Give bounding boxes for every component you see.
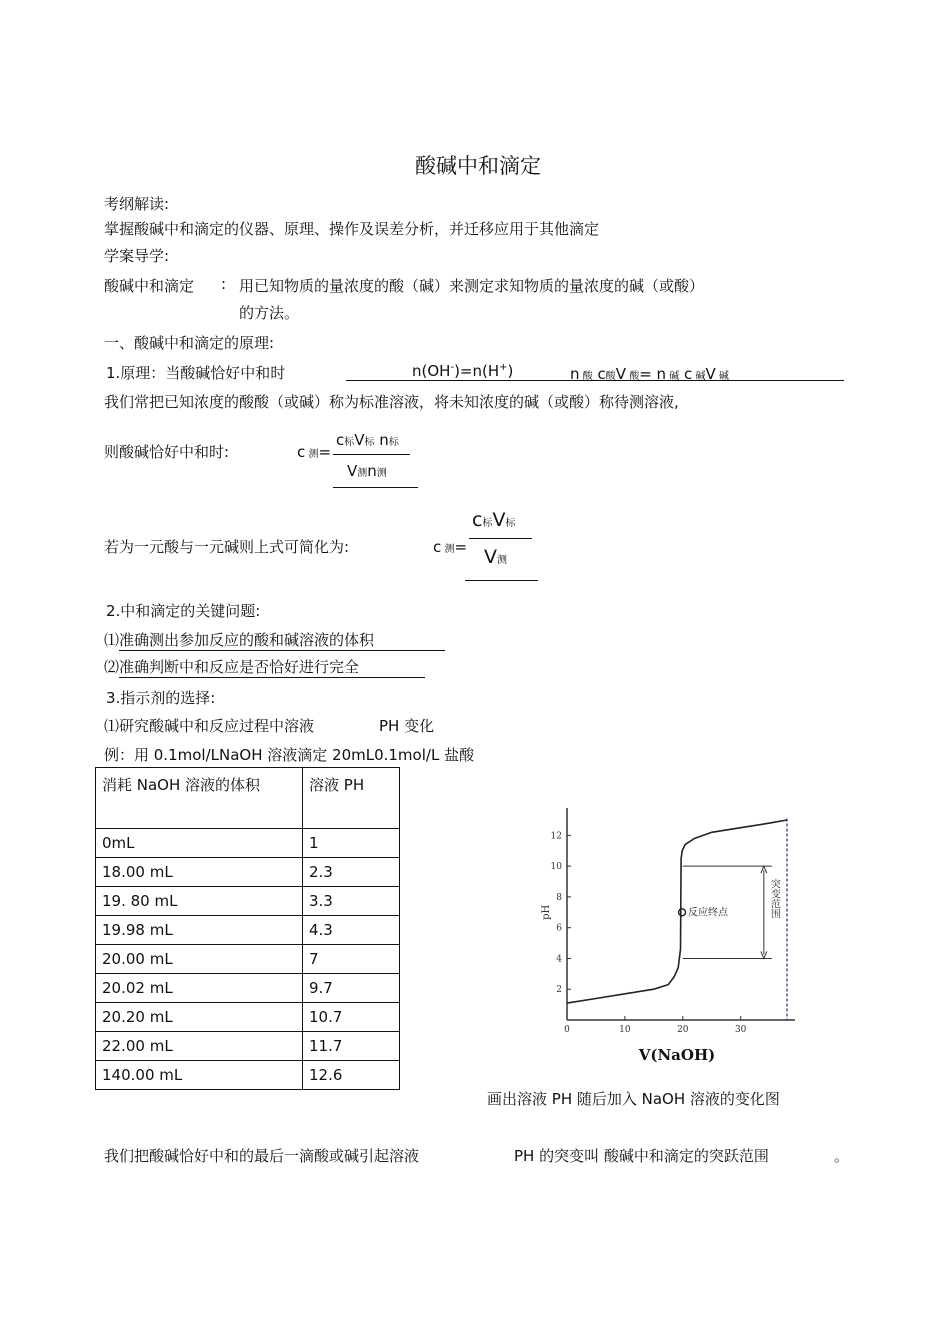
definition-colon: : [221,275,227,293]
x-tick-label: 0 [564,1025,570,1035]
table-cell-volume: 0mL [96,829,303,858]
formula1-underline [333,487,418,488]
table-row [96,1003,400,1032]
table-cell-ph: 7 [303,945,400,974]
x-axis-label: V(NaOH) [638,1046,716,1064]
standard-solution-text: 我们常把已知浓度的酸酸（或碱）称为标准溶液，将未知浓度的碱（或酸）称待测溶液, [104,393,679,411]
y-tick-label: 2 [556,985,562,996]
formula1-lhs: c 测= [297,443,332,461]
section3-heading: 3.指示剂的选择: [106,689,216,707]
table-row [96,1061,400,1090]
definition-text-end: 的方法。 [239,304,300,322]
key-issue-2: ⑵准确判断中和反应是否恰好进行完全 [104,656,425,678]
page-title: 酸碱中和滴定 [415,154,541,178]
equation-moles: n(OH-)=n(H+) [412,362,514,380]
y-tick-label: 10 [550,862,562,873]
table-row [96,887,400,916]
ph-change-text: PH 变化 [379,717,435,735]
y-tick-label: 6 [556,923,562,934]
table-row [96,945,400,974]
formula2-underline [465,580,538,581]
section2-heading: 2.中和滴定的关键问题: [106,602,261,620]
end-point-marker [679,909,686,916]
y-tick-label: 8 [556,892,562,903]
chart-caption: 画出溶液 PH 随后加入 NaOH 溶液的变化图 [487,1090,780,1108]
table-cell-volume: 20.02 mL [96,974,303,1003]
formula2-numerator: c标V标 [472,509,516,531]
general-formula-label: 则酸碱恰好中和时: [104,443,230,461]
principle-label: 1.原理：当酸碱恰好中和时 [106,364,286,382]
table-cell-ph: 1 [303,829,400,858]
table-cell-ph: 2.3 [303,858,400,887]
footer-text-b: PH 的突变叫 酸碱中和滴定的突跃范围 [514,1147,769,1165]
definition-term: 酸碱中和滴定 [104,277,195,295]
formula1-denominator: V测n测 [347,462,387,480]
formula2-fraction-bar [469,538,532,539]
table-cell-volume: 18.00 mL [96,858,303,887]
x-tick-label: 10 [619,1025,631,1035]
study-guide-label: 学案导学: [104,247,170,265]
table-header-volume: 消耗 NaOH 溶液的体积 [96,768,303,829]
x-tick-label: 30 [734,1025,747,1035]
table-cell-ph: 3.3 [303,887,400,916]
table-cell-ph: 9.7 [303,974,400,1003]
footer-text-c: 。 [834,1147,850,1165]
table-cell-volume: 19. 80 mL [96,887,303,916]
jump-range-label: 突变范围 [768,878,780,919]
table-row [96,1032,400,1061]
simple-formula-label: 若为一元酸与一元碱则上式可简化为: [104,538,350,556]
key-issue-1: ⑴准确测出参加反应的酸和碱溶液的体积 [104,629,445,651]
definition-text: 用已知物质的量浓度的酸（碱）来测定求知物质的量浓度的碱（或酸） [239,277,705,295]
equation-concentration: n 酸 c酸V 酸= n 碱 c 碱V 碱 [570,365,729,383]
titration-table [95,767,400,1090]
table-row [96,916,400,945]
x-tick-label: 20 [677,1025,689,1035]
example-text: 例：用 0.1mol/LNaOH 溶液滴定 20mL0.1mol/L 盐酸 [104,746,475,764]
titration-curve [567,820,787,1003]
table-cell-volume: 20.20 mL [96,1003,303,1032]
end-point-label: 反应终点 [688,907,729,919]
table-row [96,858,400,887]
exam-outline-text: 掌握酸碱中和滴定的仪器、原理、操作及误差分析，并迁移应用于其他滴定 [104,220,600,238]
y-tick-label: 12 [550,831,562,842]
formula2-denominator: V测 [484,546,507,568]
titration-curve-chart [532,800,802,1075]
section1-heading: 一、酸碱中和滴定的原理: [104,334,275,352]
footer-text-a: 我们把酸碱恰好中和的最后一滴酸或碱引起溶液 [104,1147,420,1165]
table-cell-ph: 11.7 [303,1032,400,1061]
formula2-lhs: c 测= [433,538,468,556]
table-header-ph: 溶液 PH [303,768,400,829]
table-cell-volume: 22.00 mL [96,1032,303,1061]
y-tick-label: 4 [556,954,562,965]
table-cell-volume: 19.98 mL [96,916,303,945]
formula1-numerator: c标V标 n标 [336,431,399,449]
table-header-row [96,768,400,829]
table-row [96,829,400,858]
y-axis-label: pH [541,904,552,920]
exam-outline-label: 考纲解读: [104,195,170,213]
table-cell-volume: 20.00 mL [96,945,303,974]
ph-study-text: ⑴研究酸碱中和反应过程中溶液 [104,717,315,735]
table-row [96,974,400,1003]
table-cell-ph: 12.6 [303,1061,400,1090]
table-cell-ph: 4.3 [303,916,400,945]
formula1-fraction-bar [333,454,410,455]
table-cell-ph: 10.7 [303,1003,400,1032]
table-cell-volume: 140.00 mL [96,1061,303,1090]
